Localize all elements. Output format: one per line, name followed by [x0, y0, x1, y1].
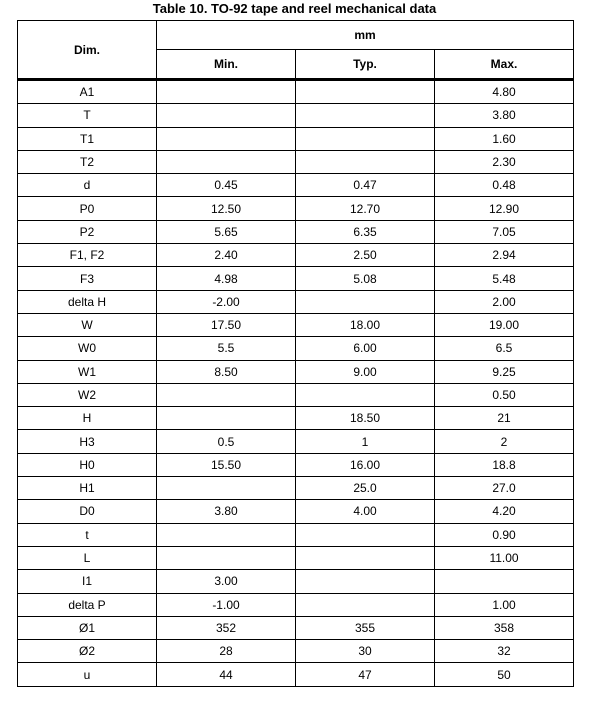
table-row	[18, 570, 574, 593]
table-row	[18, 244, 574, 267]
dim-cell: F1, F2	[18, 244, 157, 267]
max-cell: 2.94	[435, 244, 574, 267]
dim-cell: W	[18, 313, 157, 336]
table-caption: Table 10. TO-92 tape and reel mechanical data	[152, 1, 437, 16]
typ-cell: 16.00	[296, 453, 435, 476]
table-row	[18, 267, 574, 290]
min-cell: 17.50	[157, 313, 296, 336]
min-cell	[157, 104, 296, 127]
max-cell: 21	[435, 407, 574, 430]
table-row	[18, 197, 574, 220]
typ-cell: 47	[296, 663, 435, 686]
max-cell: 5.48	[435, 267, 574, 290]
table-row	[18, 663, 574, 686]
dim-cell: u	[18, 663, 157, 686]
min-cell: 0.45	[157, 174, 296, 197]
max-cell: 50	[435, 663, 574, 686]
typ-cell: 0.47	[296, 174, 435, 197]
max-cell: 7.05	[435, 220, 574, 243]
table-row	[18, 453, 574, 476]
dim-cell: T2	[18, 150, 157, 173]
dim-cell: L	[18, 546, 157, 569]
typ-cell: 18.00	[296, 313, 435, 336]
min-cell: 2.40	[157, 244, 296, 267]
typ-cell: 6.35	[296, 220, 435, 243]
typ-cell	[296, 127, 435, 150]
dim-cell: P0	[18, 197, 157, 220]
max-cell: 27.0	[435, 477, 574, 500]
max-cell: 358	[435, 616, 574, 639]
min-cell: 5.5	[157, 337, 296, 360]
typ-cell	[296, 290, 435, 313]
table-row	[18, 220, 574, 243]
table-row	[18, 127, 574, 150]
typ-cell: 6.00	[296, 337, 435, 360]
dim-cell: W1	[18, 360, 157, 383]
max-cell: 9.25	[435, 360, 574, 383]
min-cell	[157, 546, 296, 569]
header-min: Min.	[157, 50, 296, 80]
dim-cell: H1	[18, 477, 157, 500]
max-cell: 4.20	[435, 500, 574, 523]
max-cell: 1.00	[435, 593, 574, 616]
min-cell	[157, 80, 296, 104]
table-row	[18, 546, 574, 569]
min-cell: 3.00	[157, 570, 296, 593]
table-row	[18, 477, 574, 500]
dim-cell: d	[18, 174, 157, 197]
table-row	[18, 407, 574, 430]
table-row	[18, 80, 574, 104]
min-cell: -1.00	[157, 593, 296, 616]
min-cell: 15.50	[157, 453, 296, 476]
typ-cell	[296, 383, 435, 406]
min-cell: 28	[157, 640, 296, 663]
min-cell: 8.50	[157, 360, 296, 383]
table-body	[18, 80, 574, 687]
min-cell	[157, 383, 296, 406]
table-row	[18, 290, 574, 313]
typ-cell	[296, 593, 435, 616]
min-cell: 12.50	[157, 197, 296, 220]
min-cell: 4.98	[157, 267, 296, 290]
table-row	[18, 360, 574, 383]
table-row	[18, 313, 574, 336]
table-row	[18, 150, 574, 173]
min-cell: 44	[157, 663, 296, 686]
table-row	[18, 500, 574, 523]
typ-cell: 1	[296, 430, 435, 453]
header-max: Max.	[435, 50, 574, 80]
max-cell: 2	[435, 430, 574, 453]
mechanical-data-table	[17, 20, 574, 687]
dim-cell: P2	[18, 220, 157, 243]
dim-cell: Ø1	[18, 616, 157, 639]
table-row	[18, 593, 574, 616]
table-row	[18, 430, 574, 453]
table-row	[18, 640, 574, 663]
typ-cell	[296, 570, 435, 593]
typ-cell: 18.50	[296, 407, 435, 430]
max-cell: 2.00	[435, 290, 574, 313]
header-dim: Dim.	[18, 21, 157, 80]
header-unit: mm	[157, 21, 574, 50]
max-cell: 12.90	[435, 197, 574, 220]
max-cell: 32	[435, 640, 574, 663]
dim-cell: I1	[18, 570, 157, 593]
max-cell: 1.60	[435, 127, 574, 150]
dim-cell: delta H	[18, 290, 157, 313]
max-cell: 3.80	[435, 104, 574, 127]
max-cell: 11.00	[435, 546, 574, 569]
min-cell: -2.00	[157, 290, 296, 313]
table-row	[18, 337, 574, 360]
dim-cell: A1	[18, 80, 157, 104]
max-cell	[435, 570, 574, 593]
typ-cell: 9.00	[296, 360, 435, 383]
dim-cell: H3	[18, 430, 157, 453]
dim-cell: H0	[18, 453, 157, 476]
typ-cell: 25.0	[296, 477, 435, 500]
min-cell: 5.65	[157, 220, 296, 243]
dim-cell: F3	[18, 267, 157, 290]
min-cell: 352	[157, 616, 296, 639]
dim-cell: t	[18, 523, 157, 546]
dim-cell: Ø2	[18, 640, 157, 663]
dim-cell: T1	[18, 127, 157, 150]
dim-cell: H	[18, 407, 157, 430]
min-cell	[157, 127, 296, 150]
min-cell: 3.80	[157, 500, 296, 523]
typ-cell: 12.70	[296, 197, 435, 220]
max-cell: 6.5	[435, 337, 574, 360]
min-cell	[157, 523, 296, 546]
typ-cell	[296, 150, 435, 173]
table-row	[18, 523, 574, 546]
min-cell	[157, 477, 296, 500]
typ-cell: 4.00	[296, 500, 435, 523]
table-row	[18, 104, 574, 127]
typ-cell	[296, 104, 435, 127]
typ-cell: 2.50	[296, 244, 435, 267]
table-row	[18, 174, 574, 197]
min-cell: 0.5	[157, 430, 296, 453]
min-cell	[157, 407, 296, 430]
max-cell: 2.30	[435, 150, 574, 173]
max-cell: 0.50	[435, 383, 574, 406]
max-cell: 0.48	[435, 174, 574, 197]
header-typ: Typ.	[296, 50, 435, 80]
max-cell: 0.90	[435, 523, 574, 546]
dim-cell: T	[18, 104, 157, 127]
dim-cell: W2	[18, 383, 157, 406]
typ-cell	[296, 546, 435, 569]
dim-cell: D0	[18, 500, 157, 523]
table-row	[18, 383, 574, 406]
typ-cell	[296, 523, 435, 546]
typ-cell	[296, 80, 435, 104]
table-row	[18, 616, 574, 639]
typ-cell: 5.08	[296, 267, 435, 290]
max-cell: 18.8	[435, 453, 574, 476]
min-cell	[157, 150, 296, 173]
max-cell: 4.80	[435, 80, 574, 104]
typ-cell: 355	[296, 616, 435, 639]
dim-cell: W0	[18, 337, 157, 360]
typ-cell: 30	[296, 640, 435, 663]
dim-cell: delta P	[18, 593, 157, 616]
max-cell: 19.00	[435, 313, 574, 336]
